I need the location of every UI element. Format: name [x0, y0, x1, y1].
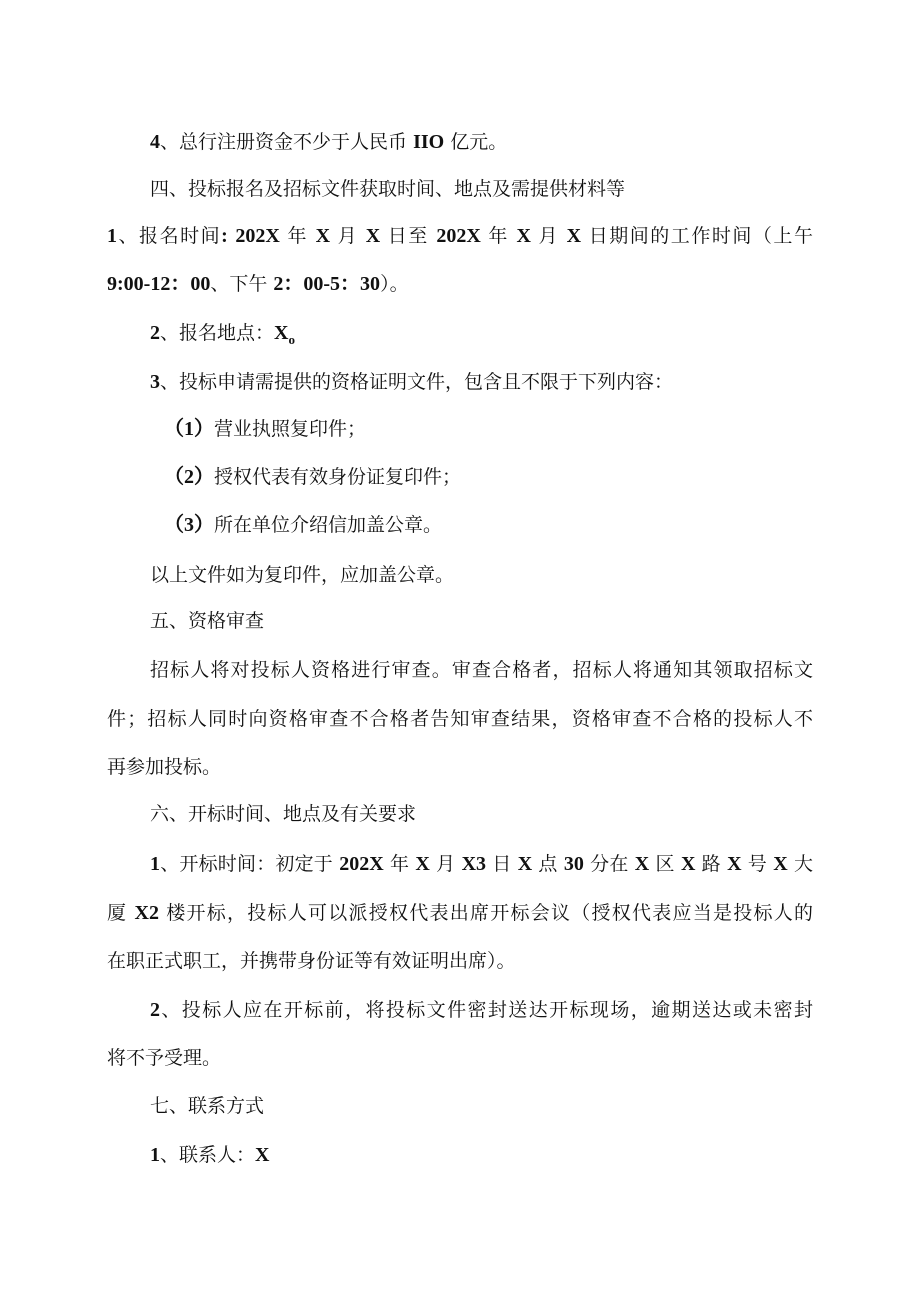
opening-time-line-3: 在职正式职工，并携带身份证等有效证明出席）。	[107, 950, 516, 972]
review-para-line-3: 再参加投标。	[107, 756, 222, 778]
section-6-heading: 六、开标时间、地点及有关要求	[150, 803, 417, 825]
section-4-heading: 四、投标报名及招标文件获取时间、地点及需提供材料等	[150, 178, 626, 200]
capital-requirement-line: 4、总行注册资金不少于人民币 IIO 亿元。	[150, 131, 508, 153]
registration-hours-line: 9:00-12：00、下午 2：00-5：30）。	[107, 273, 409, 295]
doc-item-3: （3）所在单位介绍信加盖公章。	[164, 514, 443, 536]
registration-place-line: 2、报名地点：$X_o$	[150, 322, 295, 347]
copy-stamp-note: 以上文件如为复印件，应加盖公章。	[150, 564, 455, 586]
section-5-heading: 五、资格审查	[150, 610, 265, 632]
opening-time-line-1: 1、开标时间：初定于 202X 年 X 月 X3 日 X 点 30 分在 X 区 X 路 X 号 X 大	[150, 853, 813, 875]
review-para-line-1: 招标人将对投标人资格进行审查。审查合格者，招标人将通知其领取招标文	[150, 659, 813, 681]
section-7-heading: 七、联系方式	[150, 1095, 265, 1117]
qualification-docs-line: 3、投标申请需提供的资格证明文件，包含且不限于下列内容：	[150, 371, 674, 393]
sealed-docs-line-1: 2、投标人应在开标前，将投标文件密封送达开标现场，逾期送达或未密封	[150, 999, 813, 1021]
doc-item-1: （1）营业执照复印件；	[164, 418, 367, 440]
review-para-line-2: 件；招标人同时向资格审查不合格者告知审查结果，资格审查不合格的投标人不	[107, 708, 813, 730]
sealed-docs-line-2: 将不予受理。	[107, 1047, 222, 1069]
contact-person-line: 1、联系人：X	[150, 1144, 270, 1166]
opening-time-line-2: 厦 X2 楼开标，投标人可以派授权代表出席开标会议（授权代表应当是投标人的	[107, 902, 813, 924]
doc-item-2: （2）授权代表有效身份证复印件；	[164, 466, 462, 488]
registration-time-line: 1、报名时间: 202X 年 X 月 X 日至 202X 年 X 月 X 日期间的工作时间（上午	[107, 225, 813, 247]
